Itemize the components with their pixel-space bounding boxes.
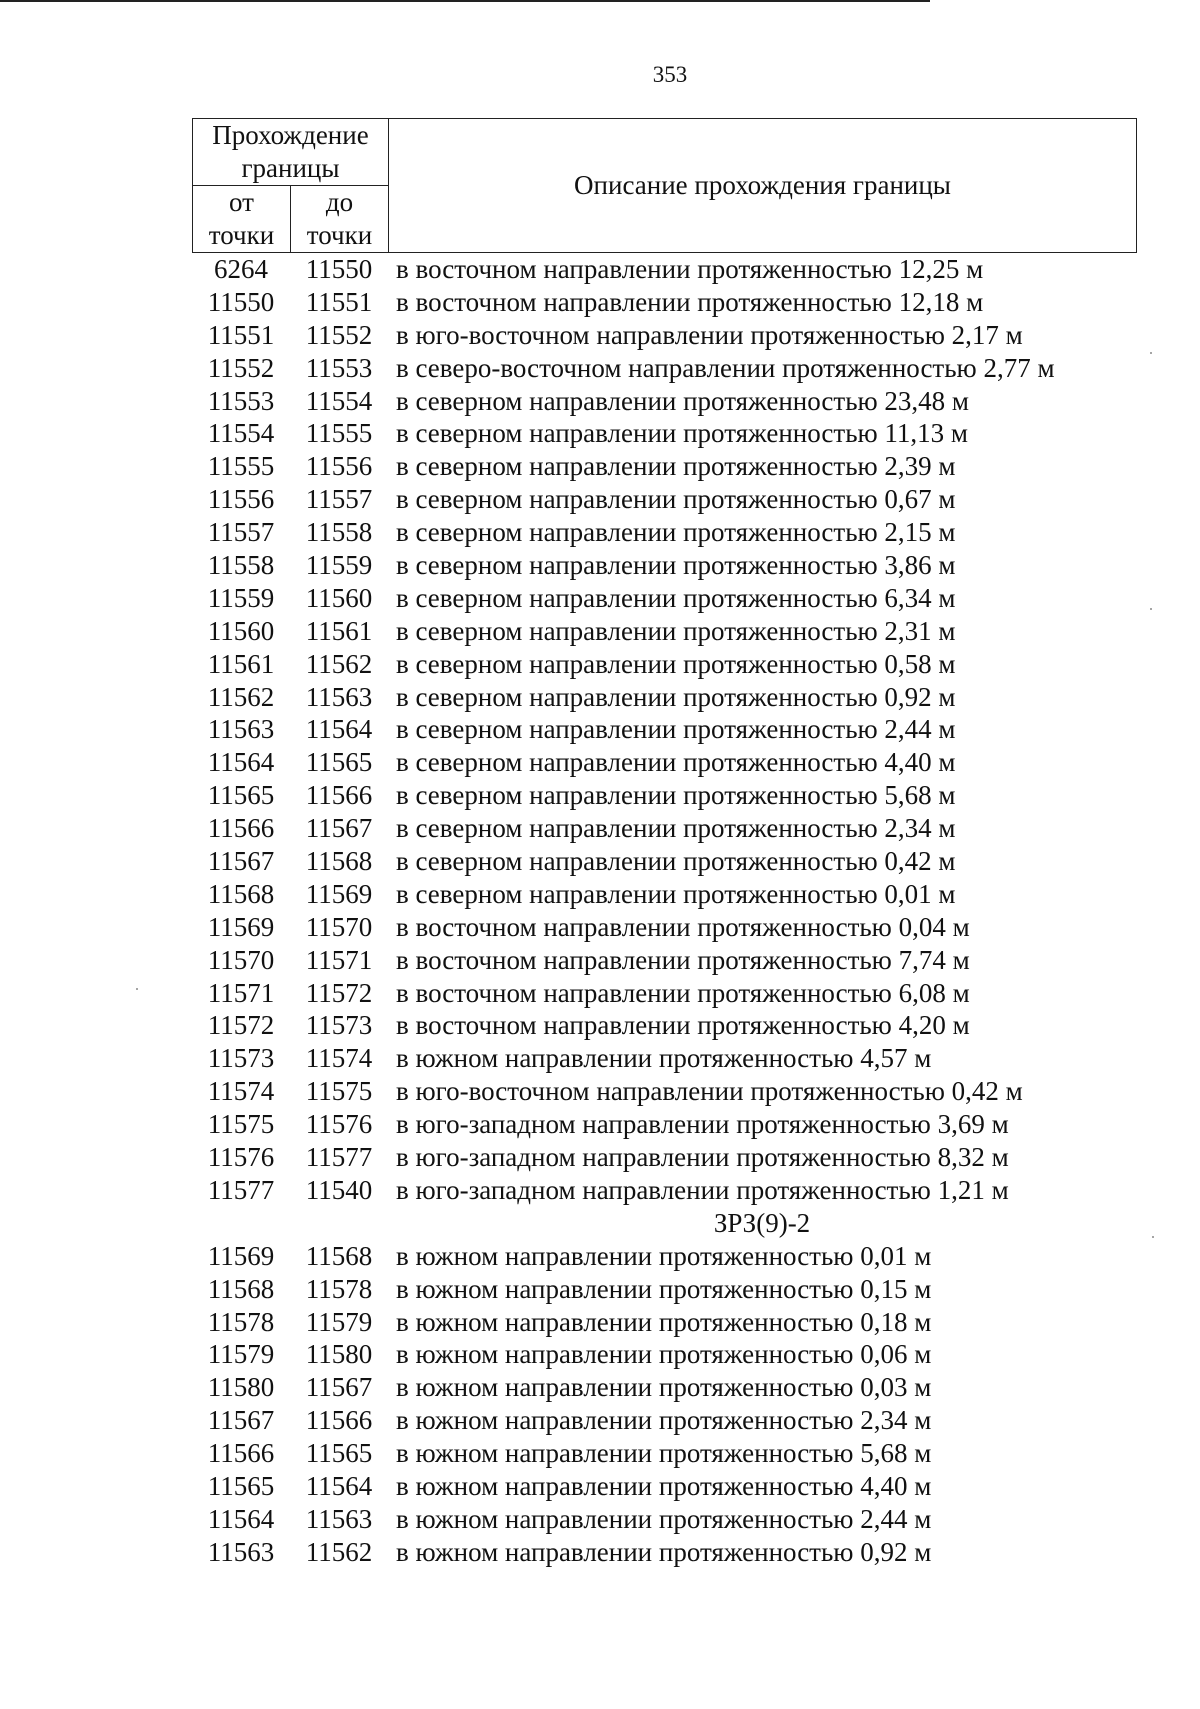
from-point: 11579 [207,1339,275,1370]
table-row [192,385,1136,418]
to-point: 11552 [305,319,373,350]
to-point: 11562 [305,1536,373,1567]
table-row [192,1141,1136,1174]
to-point: 11566 [305,780,373,811]
to-point: 11579 [305,1306,373,1337]
description: в северном направлении протяженностью 2,15 м [396,517,956,548]
from-point: 11569 [207,1240,275,1271]
description: в северном направлении протяженностью 0,67 м [396,484,956,515]
to-point: 11577 [305,1142,373,1173]
table-row [192,746,1136,779]
table-row [192,483,1136,516]
to-point: 11553 [305,352,373,383]
table-row [192,549,1136,582]
header-from-point: от точки [193,186,291,253]
to-point: 11578 [305,1273,373,1304]
from-point: 11569 [207,911,275,942]
from-point: 11551 [207,319,275,350]
description: в юго-западном направлении протяженностью 3,69 м [396,1109,1009,1140]
from-point: 11573 [207,1043,275,1074]
table-row [192,977,1136,1010]
table-row [192,1042,1136,1075]
description: в восточном направлении протяженностью 6,08 м [396,977,970,1008]
description: в северном направлении протяженностью 0,42 м [396,846,956,877]
description: в восточном направлении протяженностью 12,18 м [396,286,984,317]
description: в восточном направлении протяженностью 4,20 м [396,1010,970,1041]
scan-speck [136,988,138,990]
table-row [192,516,1136,549]
from-point: 11566 [207,813,275,844]
to-point: 11572 [305,977,373,1008]
table-row [192,1108,1136,1141]
table-row [192,286,1136,319]
description: в северном направлении протяженностью 4,40 м [396,747,956,778]
to-point: 11560 [305,582,373,613]
description: в северном направлении протяженностью 3,86 м [396,550,956,581]
table-row [192,845,1136,878]
to-point: 11568 [305,846,373,877]
from-point: 11552 [207,352,275,383]
description: в южном направлении протяженностью 2,44 м [396,1503,932,1534]
to-point: 11562 [305,648,373,679]
to-point: 11558 [305,517,373,548]
table-row [192,681,1136,714]
table-row [192,1075,1136,1108]
to-point: 11550 [305,254,373,284]
from-point: 11561 [207,648,275,679]
table-row [192,648,1136,681]
to-point: 11567 [305,813,373,844]
table-row [192,1536,1136,1569]
rows-part1 [192,253,1136,1207]
from-point: 11577 [207,1174,275,1205]
description: в северном направлении протяженностью 2,31 м [396,615,956,646]
to-point: 11559 [305,550,373,581]
table-row [192,352,1136,385]
description: в южном направлении протяженностью 4,57 м [396,1043,932,1074]
table-row [192,713,1136,746]
from-point: 11570 [207,944,275,975]
to-point: 11556 [305,451,373,482]
table-row [192,615,1136,648]
to-point: 11574 [305,1043,373,1074]
table-row [192,417,1136,450]
to-point: 11570 [305,911,373,942]
to-point: 11563 [305,681,373,712]
table-row [192,1009,1136,1042]
to-point: 11555 [305,418,373,449]
description: в южном направлении протяженностью 0,01 м [396,1240,932,1271]
table-row [192,779,1136,812]
from-point: 11578 [207,1306,275,1337]
table-row [192,812,1136,845]
description: в северном направлении протяженностью 0,01 м [396,878,956,909]
from-point: 6264 [214,254,268,284]
description: в южном направлении протяженностью 0,06 м [396,1339,932,1370]
description: в южном направлении протяженностью 5,68 м [396,1438,932,1469]
description: в восточном направлении протяженностью 12,25 м [396,254,984,284]
scan-speck [1150,352,1152,354]
description: в южном направлении протяженностью 0,03 м [396,1372,932,1403]
to-point: 11554 [305,385,373,416]
section-title: ЗРЗ(9)-2 [713,1207,811,1238]
description: в юго-западном направлении протяженностью 1,21 м [396,1174,1009,1205]
from-point: 11575 [207,1109,275,1140]
table-row [192,253,1136,286]
description: в северном направлении протяженностью 2,39 м [396,451,956,482]
from-point: 11557 [207,517,275,548]
from-point: 11558 [207,550,275,581]
from-point: 11564 [207,747,275,778]
from-point: 11576 [207,1142,275,1173]
table-row [192,1404,1136,1437]
description: в северном направлении протяженностью 0,92 м [396,681,956,712]
from-point: 11553 [207,385,275,416]
table-row [192,1437,1136,1470]
from-point: 11580 [207,1372,275,1403]
from-point: 11566 [207,1438,275,1469]
table-row [192,582,1136,615]
from-point: 11565 [207,1470,275,1501]
description: в северном направлении протяженностью 5,68 м [396,780,956,811]
to-point: 11568 [305,1240,373,1271]
description: в юго-восточном направлении протяженностью 0,42 м [396,1076,1023,1107]
table-row [192,1240,1136,1273]
to-point: 11566 [305,1405,373,1436]
from-point: 11554 [207,418,275,449]
to-point: 11565 [305,1438,373,1469]
rows-part2 [192,1240,1136,1569]
table-row [192,1174,1136,1207]
to-point: 11569 [305,878,373,909]
scan-top-edge [0,0,930,2]
header-to-point: до точки [291,186,389,253]
from-point: 11574 [207,1076,275,1107]
description: в южном направлении протяженностью 4,40 м [396,1470,932,1501]
from-point: 11571 [207,977,275,1008]
from-point: 11567 [207,1405,275,1436]
scan-speck [1150,608,1152,610]
from-point: 11568 [207,1273,275,1304]
description: в южном направлении протяженностью 0,18 м [396,1306,932,1337]
table-row [192,1338,1136,1371]
table-row [192,450,1136,483]
header-boundary-passage: Прохождение границы [193,119,389,186]
description: в северном направлении протяженностью 11,13 м [396,418,969,449]
to-point: 11571 [305,944,373,975]
description: в северном направлении протяженностью 6,34 м [396,582,956,613]
boundary-table [192,118,1136,1569]
from-point: 11559 [207,582,275,613]
description: в северном направлении протяженностью 2,44 м [396,714,956,745]
to-point: 11564 [305,1470,373,1501]
description: в северо-восточном направлении протяженностью 2,77 м [396,352,1055,383]
description: в восточном направлении протяженностью 7,74 м [396,944,970,975]
description: в северном направлении протяженностью 0,58 м [396,648,956,679]
description: в северном направлении протяженностью 23,48 м [396,385,970,416]
from-point: 11556 [207,484,275,515]
description: в южном направлении протяженностью 0,92 м [396,1536,932,1567]
from-point: 11565 [207,780,275,811]
from-point: 11562 [207,681,275,712]
description: в юго-восточном направлении протяженностью 2,17 м [396,319,1023,350]
from-point: 11572 [207,1010,275,1041]
from-point: 11568 [207,878,275,909]
to-point: 11540 [305,1174,373,1205]
to-point: 11580 [305,1339,373,1370]
to-point: 11576 [305,1109,373,1140]
table-row [192,319,1136,352]
table-row [192,1371,1136,1404]
table-row [192,944,1136,977]
scan-speck [1152,1236,1154,1238]
from-point: 11563 [207,1536,275,1567]
from-point: 11550 [207,286,275,317]
from-point: 11564 [207,1503,275,1534]
table-row [192,878,1136,911]
to-point: 11573 [305,1010,373,1041]
to-point: 11567 [305,1372,373,1403]
table-row [192,1306,1136,1339]
table-row [192,1470,1136,1503]
from-point: 11563 [207,714,275,745]
header-description: Описание прохождения границы [389,119,1137,253]
from-point: 11555 [207,451,275,482]
description: в юго-западном направлении протяженностью 8,32 м [396,1142,1009,1173]
description: в северном направлении протяженностью 2,34 м [396,813,956,844]
to-point: 11575 [305,1076,373,1107]
to-point: 11564 [305,714,373,745]
description: в восточном направлении протяженностью 0,04 м [396,911,970,942]
from-point: 11560 [207,615,275,646]
table-header [192,118,1137,253]
description: в южном направлении протяженностью 0,15 м [396,1273,932,1304]
description: в южном направлении протяженностью 2,34 м [396,1405,932,1436]
from-point: 11567 [207,846,275,877]
to-point: 11557 [305,484,373,515]
to-point: 11563 [305,1503,373,1534]
to-point: 11565 [305,747,373,778]
table-row [192,1503,1136,1536]
to-point: 11551 [305,286,373,317]
table-row [192,911,1136,944]
table-row [192,1273,1136,1306]
to-point: 11561 [305,615,373,646]
page-number: 353 [652,62,688,87]
